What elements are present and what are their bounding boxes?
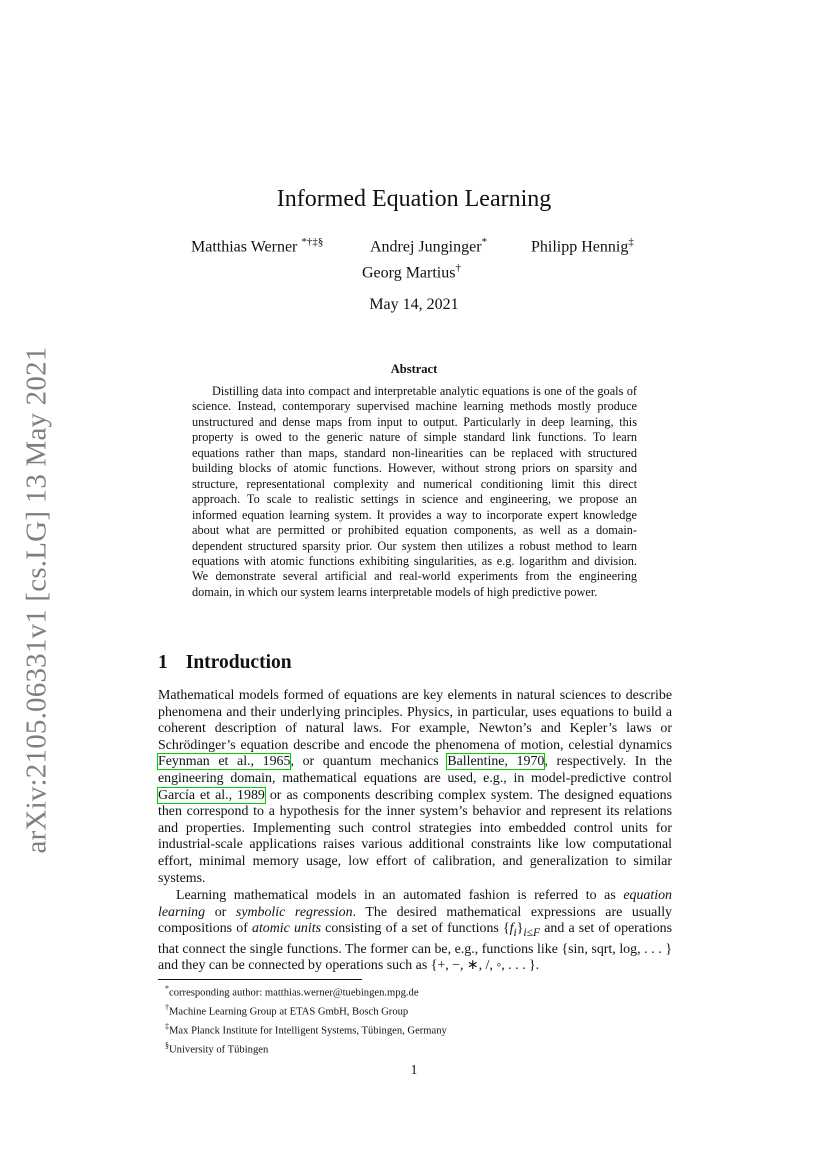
author-name: Philipp Hennig: [531, 238, 629, 256]
citation-link-feynman[interactable]: Feynman et al., 1965: [158, 754, 291, 770]
paragraph-text: or as components describing complex system. The designed equations then correspond to a hypothesis for the inner system’s behavior and represent its relations and properties. Implementing such control strategies into embedded control units for industrial-scale applications raises various additional constraints like low computational effort, minimal memory usage, low effort of calibration, and generalization to similar systems.: [158, 787, 672, 886]
emphasized-term: equation learning: [158, 888, 672, 920]
paragraph-text: consisting of a set of functions {: [321, 921, 510, 937]
paragraph-text: Mathematical models formed of equations are key elements in natural sciences to describe phenomena and their underlying principles. Physics, in particular, uses equations to build a coherent description of natural laws. For example, Newton’s and Kepler’s laws or Schrödinger’s equation describe and encode the phenomena of motion, celestial dynamics: [158, 688, 672, 753]
paragraph-text: , respectively. In the engineering domain, mathematical equations are used, e.g., in model-predictive control: [158, 754, 672, 786]
author-hennig: [531, 236, 634, 256]
emphasized-term: atomic units: [252, 921, 321, 937]
author-werner: [191, 236, 323, 256]
math-subscript: i: [513, 925, 517, 939]
citation-link-ballentine[interactable]: Ballentine, 1970: [447, 754, 545, 770]
intro-paragraph-2: [158, 888, 672, 975]
arxiv-identifier-stamp: arXiv:2105.06331v1 [cs.LG] 13 May 2021: [20, 346, 53, 854]
publication-date: May 14, 2021: [369, 296, 459, 313]
paragraph-text: or: [205, 904, 236, 920]
math-subscript: i≤F: [523, 925, 541, 939]
footnote-text: Max Planck Institute for Intelligent Systems, Tübingen, Germany: [169, 1025, 447, 1037]
footnote: [158, 982, 672, 1001]
footnote-mark: *: [165, 984, 169, 993]
author-name: Andrej Junginger: [370, 238, 482, 256]
section-heading-introduction: [158, 652, 292, 674]
author-name: Georg Martius: [362, 264, 456, 282]
author-affiliation-marks: *†‡§: [301, 236, 324, 248]
footnote-text: Machine Learning Group at ETAS GmbH, Bosch Group: [169, 1006, 409, 1018]
footnote-mark: §: [165, 1041, 169, 1051]
footnote-mark: ‡: [165, 1022, 169, 1032]
footnotes: [158, 982, 672, 1058]
paper-title: Informed Equation Learning: [276, 186, 552, 212]
author-name: Matthias Werner: [191, 238, 298, 256]
section-number: 1: [158, 652, 168, 673]
page-number: 1: [410, 1062, 418, 1077]
paragraph-text: and a set of operations that connect the single functions. The former can be, e.g., functions like {sin, sqrt, log, . . . } and they can be connected by operations such as {+, −, ∗, /, ◦, . . . }.: [158, 921, 672, 974]
emphasized-term: symbolic regression: [235, 904, 353, 920]
abstract-heading: Abstract: [390, 362, 438, 376]
author-affiliation-marks: ‡: [628, 236, 634, 248]
author-junginger: [370, 236, 487, 256]
footnote: [158, 1001, 672, 1020]
paragraph-text: Learning mathematical models in an automated fashion is referred to as: [176, 888, 624, 903]
intro-paragraph-1: [158, 688, 672, 887]
footnote: [158, 1039, 672, 1058]
footnote-divider: [158, 979, 362, 980]
footnote-text: corresponding author: matthias.werner@tuebingen.mpg.de: [169, 987, 419, 999]
author-martius: [362, 262, 461, 282]
citation-link-garcia[interactable]: García et al., 1989: [158, 787, 265, 803]
footnote: [158, 1020, 672, 1039]
math-symbol: f: [509, 921, 514, 937]
author-affiliation-marks: †: [455, 262, 461, 274]
math-symbol: }: [516, 921, 524, 937]
abstract-text: Distilling data into compact and interpretable analytic equations is one of the goals of science. Instead, contemporary supervised machine learning methods mostly produce unstructured and dense maps from input to output. Particularly in deep learning, this property is owed to the generic nature of simple standard link functions. To learn equations rather than maps, standard non-linearities can be replaced with structured building blocks of atomic functions. However, without strong priors on sparsity and structure, representational complexity and numerical conditioning limit this direct approach. To scale to realistic settings in science and engineering, we propose an informed equation learning system. It provides a way to incorporate expert knowledge about what are permitted or prohibited equation components, as well as a domain-dependent structured sparsity prior. Our system then utilizes a robust method to learn equations with atomic functions exhibiting singularities, as e.g. logarithm and division. We demonstrate several artificial and real-world experiments from the engineering domain, in which our system learns interpretable models of high predictive power.: [192, 384, 637, 599]
paragraph-text: , or quantum mechanics: [290, 754, 448, 770]
author-affiliation-marks: *: [481, 236, 488, 248]
footnote-mark: †: [165, 1003, 169, 1013]
section-title: Introduction: [185, 652, 292, 673]
footnote-text: University of Tübingen: [169, 1044, 269, 1056]
paragraph-text: . The desired mathematical expressions are usually compositions of: [158, 904, 672, 937]
